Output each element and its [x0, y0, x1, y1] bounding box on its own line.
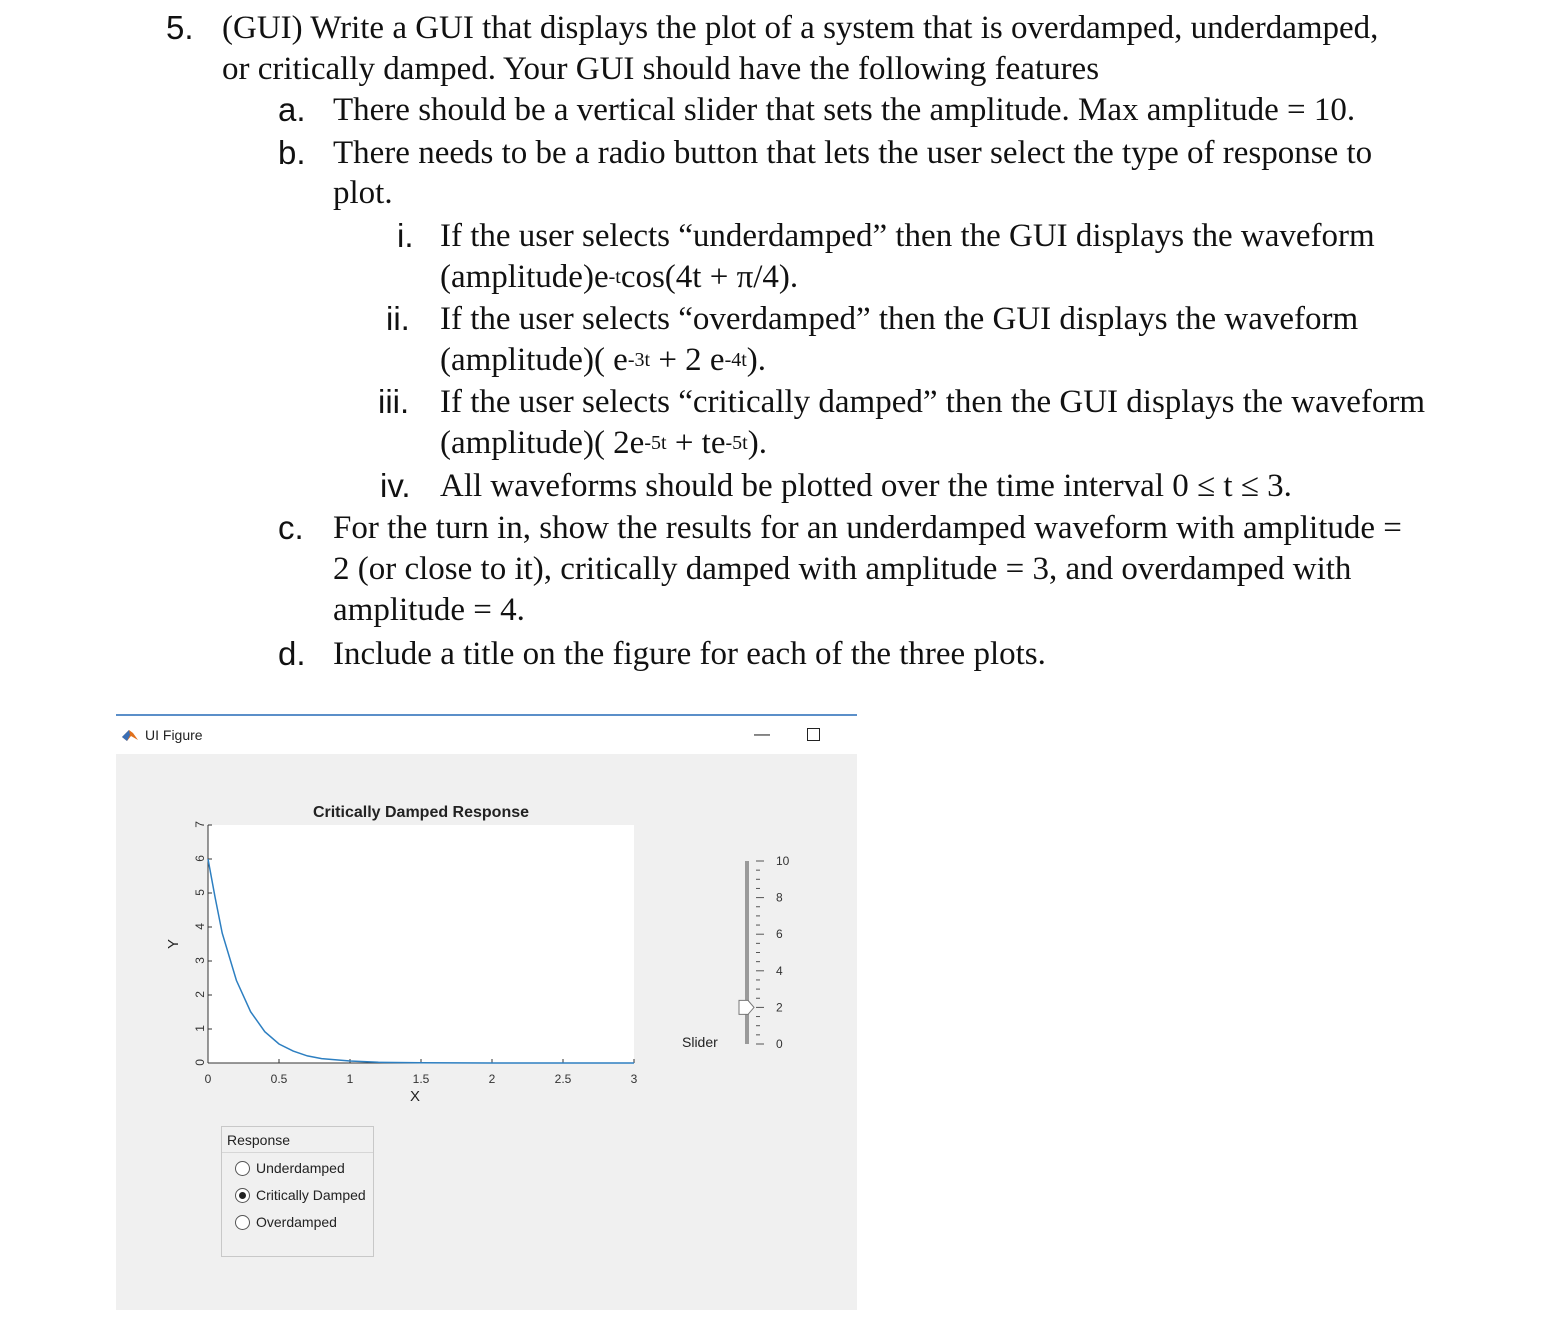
y-tick-label: 0 [193, 1059, 207, 1066]
iii-line2: (amplitude)( $2e^{-5t} + te^{-5t}$). [440, 425, 767, 461]
radio-label: Critically Damped [256, 1187, 366, 1203]
slider-track [745, 861, 749, 1044]
slider-tick-label: 10 [776, 854, 790, 868]
y-tick-label: 2 [193, 991, 207, 998]
a-text: There should be a vertical slider that sets the amplitude. Max amplitude = 10. [333, 92, 1356, 128]
iv-text: All waveforms should be plotted over the time interval 0 ≤ t ≤ 3. [440, 468, 1292, 504]
ui-figure-window [116, 714, 857, 1310]
minimize-button[interactable]: — [754, 726, 770, 743]
c-line2: 2 (or close to it), critically damped with amplitude = 3, and overdamped with [333, 551, 1352, 587]
radio-label: Underdamped [256, 1160, 345, 1176]
y-tick-label: 5 [193, 889, 207, 896]
b-line1: There needs to be a radio button that lets the user select the type of response to [333, 135, 1373, 171]
maximize-button[interactable] [807, 728, 820, 741]
d-marker: d. [278, 635, 306, 672]
x-tick-label: 1 [346, 1072, 354, 1086]
amplitude-slider[interactable] [739, 854, 790, 1051]
chart-title: Critically Damped Response [312, 804, 530, 821]
i-marker: i. [397, 217, 414, 254]
x-tick-label: 0.5 [270, 1072, 288, 1086]
c-line1: For the turn in, show the results for an underdamped waveform with amplitude = [333, 510, 1402, 546]
x-tick-label: 1.5 [412, 1072, 430, 1086]
c-marker: c. [278, 509, 304, 546]
x-tick-label: 2.5 [554, 1072, 572, 1086]
d-text: Include a title on the figure for each of the three plots. [333, 636, 1046, 672]
x-tick-label: 0 [204, 1072, 212, 1086]
ii-line2: (amplitude)( $e^{-3t} + 2$ $e^{-4t}$). [440, 342, 767, 378]
slider-tick-label: 2 [776, 1000, 783, 1015]
c-line3: amplitude = 4. [333, 592, 525, 628]
ii-marker: ii. [386, 300, 410, 337]
y-tick-label: 3 [193, 957, 207, 964]
i-line1: If the user selects “underdamped” then the GUI displays the waveform [440, 218, 1375, 254]
iii-marker: iii. [378, 383, 410, 420]
slider-tick-label: 4 [776, 963, 783, 978]
iv-marker: iv. [380, 467, 411, 504]
radio-label: Overdamped [256, 1214, 337, 1230]
x-tick-label: 3 [630, 1072, 638, 1086]
i-line2: $(amplitude)e^{-t}\cos(4t + \pi/4)$. [440, 259, 799, 295]
b-marker: b. [278, 134, 306, 171]
slider-tick-label: 0 [776, 1037, 783, 1051]
a-marker: a. [278, 91, 306, 128]
x-axis-label: X [409, 1088, 421, 1105]
radio-circle[interactable] [235, 1215, 250, 1230]
q5-line2: or critically damped. Your GUI should have the following features [222, 51, 1100, 87]
y-tick-label: 1 [193, 1025, 207, 1032]
b-line2: plot. [333, 175, 393, 211]
window-title: UI Figure [145, 727, 203, 743]
slider-tick-label: 8 [776, 890, 783, 905]
radio-circle[interactable] [235, 1188, 250, 1203]
ii-line1: If the user selects “overdamped” then the GUI displays the waveform [440, 301, 1359, 337]
y-tick-label: 4 [193, 923, 207, 930]
panel-divider [222, 1152, 373, 1153]
slider-thumb[interactable] [739, 1000, 754, 1014]
response-button-group [221, 1126, 374, 1257]
window-titlebar[interactable] [116, 716, 857, 754]
x-tick-label: 2 [488, 1072, 496, 1086]
radio-circle[interactable] [235, 1161, 250, 1176]
plot-area [208, 825, 634, 1063]
q5-marker: 5. [166, 9, 194, 46]
axes[interactable] [165, 804, 638, 1105]
y-tick-label: 7 [193, 821, 207, 828]
matlab-logo-icon [122, 728, 138, 742]
y-axis-label: Y [165, 938, 182, 950]
slider-tick-label: 6 [776, 927, 783, 942]
slider-label: Slider [682, 1034, 718, 1050]
y-tick-label: 6 [193, 855, 207, 862]
response-group-title: Response [227, 1132, 291, 1148]
q5-line1: (GUI) Write a GUI that displays the plot of a system that is overdamped, underdamped, [222, 10, 1379, 46]
iii-line1: If the user selects “critically damped” then the GUI displays the waveform [440, 384, 1426, 420]
